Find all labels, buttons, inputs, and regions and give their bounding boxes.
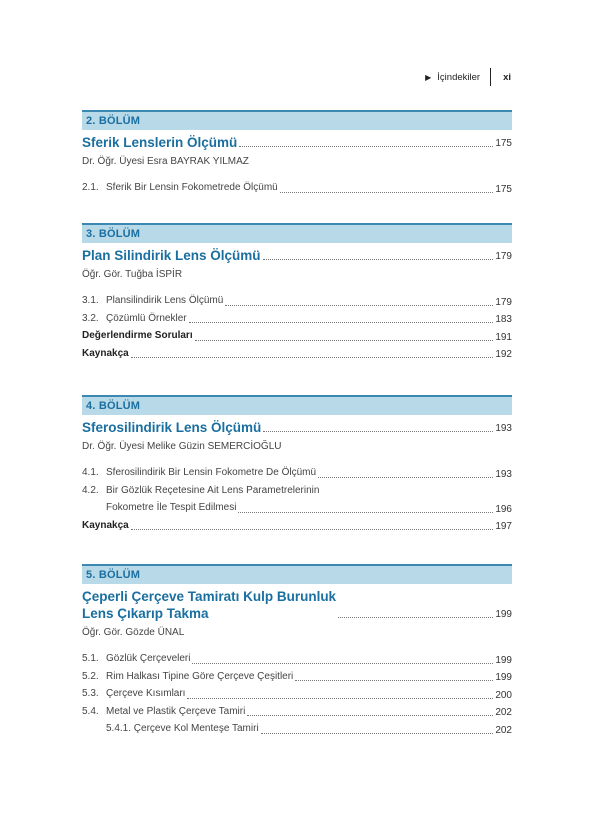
toc-entry[interactable] [82,292,512,310]
chapter-title [82,588,336,622]
chapter-5 [82,564,512,738]
chapter-author: Öğr. Gör. Gözde ÜNAL [82,627,185,638]
entry-title: Bir Gözlük Reçetesine Ait Lens Parametrelerinin [106,484,320,496]
dot-leader [280,191,494,193]
chapter-4 [82,395,512,534]
entry-title: 5.4.1. Çerçeve Kol Menteşe Tamiri [106,723,259,734]
toc-subentry[interactable] [82,720,512,738]
toc-entry[interactable] [82,482,512,500]
entry-number: 5.3. [82,688,99,699]
entry-page: 191 [495,331,512,343]
entry-page: 193 [495,468,512,480]
dot-leader [295,679,493,681]
dot-leader [263,258,494,260]
chapter-title: Plan Silindirik Lens Ölçümü [82,248,261,263]
entry-number: 2.1. [82,182,99,193]
chapter-page: 179 [495,251,512,262]
entry-page: 179 [495,296,512,308]
entry-number: 4.1. [82,467,99,478]
header-section-label: İçindekiler [437,71,481,83]
entry-title-continuation: Fokometre İle Tespit Edilmesi [106,502,237,513]
chapter-page: 193 [495,423,512,434]
chapter-author: Öğr. Gör. Tuğba İSPİR [82,269,183,280]
toc-entry[interactable] [82,668,512,686]
entry-page: 202 [495,707,512,718]
toc-entry[interactable] [82,685,512,703]
dot-leader [247,714,493,716]
toc-entries [82,292,512,362]
header-divider [490,68,491,86]
toc-entry-continuation[interactable] [82,499,512,517]
chapter-page: 199 [495,609,512,620]
toc-entry[interactable] [82,703,512,721]
toc-entry[interactable] [82,179,512,197]
dot-leader [338,616,493,618]
entry-title: Sferik Bir Lensin Fokometrede Ölçümü [106,182,278,193]
entry-title: Çerçeve Kısımları [106,688,186,699]
chapter-title: Sferosilindirik Lens Ölçümü [82,420,262,435]
chapter-bar [82,395,512,415]
dot-leader [131,528,494,530]
toc-entries [82,179,512,197]
entry-page: 175 [495,183,512,195]
entry-number: 5.2. [82,670,99,682]
chapter-bar [82,223,512,243]
dot-leader [225,304,493,306]
dot-leader [192,662,493,664]
chapter-3 [82,223,512,362]
entry-number: 5.4. [82,705,99,717]
chapter-page: 175 [495,138,512,149]
entry-number: 4.2. [82,484,99,496]
entry-title: Metal ve Plastik Çerçeve Tamiri [106,705,246,717]
dot-leader [263,430,493,432]
dot-leader [318,476,493,478]
chapter-author: Dr. Öğr. Üyesi Esra BAYRAK YILMAZ [82,156,249,167]
chapter-2 [82,110,512,197]
running-header [425,68,511,86]
entry-title: Çözümlü Örnekler [106,312,187,324]
toc-entry[interactable] [82,464,512,482]
entry-title: Kaynakça [82,347,129,359]
toc-entry[interactable] [82,345,512,363]
toc-entry[interactable] [82,310,512,328]
dot-leader [239,145,493,147]
chapter-title-row[interactable] [82,588,512,622]
toc-entries [82,650,512,738]
entry-page: 197 [495,521,512,532]
entry-title: Plansilindirik Lens Ölçümü [106,295,224,306]
chapter-bar [82,564,512,584]
header-page-number: xi [503,71,511,83]
entry-page: 202 [495,724,512,736]
dot-leader [131,356,494,358]
chapter-author: Dr. Öğr. Üyesi Melike Güzin SEMERCİOĞLU [82,441,282,452]
chapter-title-line-2: Lens Çıkarıp Takma [82,606,209,621]
chapter-number: 5. BÖLÜM [86,569,141,581]
triangle-right-icon: ▶ [425,72,432,82]
chapter-number: 2. BÖLÜM [86,115,141,127]
toc-entry[interactable] [82,327,512,345]
chapter-number: 4. BÖLÜM [86,400,141,412]
chapter-bar [82,110,512,130]
entry-title: Rim Halkası Tipine Göre Çerçeve Çeşitleri [106,670,294,682]
chapter-title-row[interactable] [82,134,512,151]
dot-leader [187,697,493,699]
toc-entry[interactable] [82,517,512,535]
entry-page: 199 [495,672,512,683]
chapter-title: Sferik Lenslerin Ölçümü [82,135,238,150]
dot-leader [195,339,494,341]
entry-page: 196 [495,503,512,515]
entry-number: 5.1. [82,653,99,664]
entry-title: Değerlendirme Soruları [82,330,193,341]
chapter-title-line-1: Çeperli Çerçeve Tamiratı Kulp Burunluk [82,589,337,604]
entry-page: 183 [495,314,512,325]
chapter-title-row[interactable] [82,247,512,264]
chapter-title-row[interactable] [82,419,512,436]
toc-entries [82,464,512,534]
entry-page: 199 [495,654,512,666]
entry-page: 200 [495,689,512,701]
entry-number: 3.2. [82,312,99,324]
dot-leader [189,321,494,323]
entry-title: Kaynakça [82,519,129,531]
toc-entry[interactable] [82,650,512,668]
entry-number: 3.1. [82,295,99,306]
entry-title: Gözlük Çerçeveleri [106,653,191,664]
entry-title: Sferosilindirik Bir Lensin Fokometre De Ölçümü [106,467,317,478]
dot-leader [261,732,494,734]
entry-page: 192 [495,349,512,360]
dot-leader [238,511,493,513]
chapter-number: 3. BÖLÜM [86,228,141,240]
